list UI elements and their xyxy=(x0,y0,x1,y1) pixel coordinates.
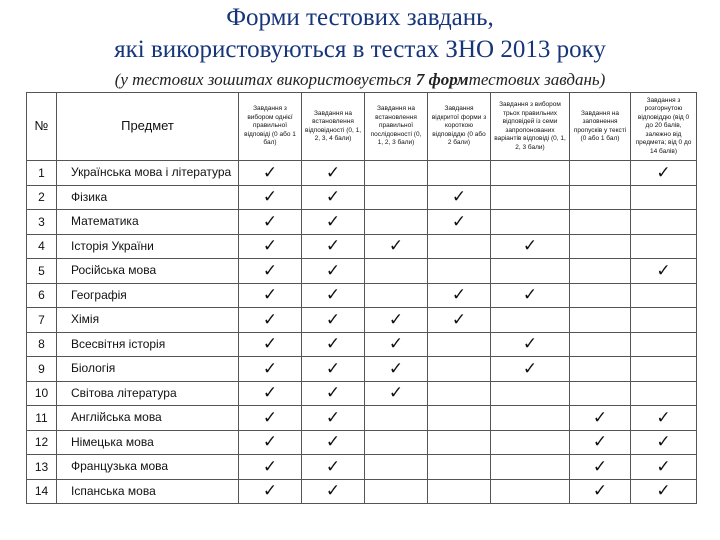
header-form-7: Завдання з розгорнутою відповіддю (від 0 до 20 балів, залежно від предмета; від 0 до 14 балів) xyxy=(631,93,697,161)
form-6-cell xyxy=(570,259,631,284)
form-1-cell xyxy=(239,210,302,235)
table-row xyxy=(27,259,697,284)
checkmark-icon: ✓ xyxy=(451,187,467,207)
form-4-cell xyxy=(428,185,491,210)
form-6-cell xyxy=(570,210,631,235)
row-number: 10 xyxy=(27,381,57,406)
row-number: 2 xyxy=(27,185,57,210)
header-form-4: Завдання відкритої форми з короткою відповіддю (0 або 2 бали) xyxy=(428,93,491,161)
checkmark-icon: ✓ xyxy=(262,456,278,476)
form-1-cell xyxy=(239,332,302,357)
checkmark-icon: ✓ xyxy=(522,236,538,256)
checkmark-icon: ✓ xyxy=(325,260,341,280)
page-title-line1: Форми тестових завдань, xyxy=(226,4,494,31)
header-form-3: Завдання на встановлення правильної послідовності (0, 1, 2, 3 бали) xyxy=(365,93,428,161)
header-form-5: Завдання з вибором трьох правильних відповідей із семи запропонованих варіантів відповіді (0, 1, 2, 3 бали) xyxy=(491,93,570,161)
form-6-cell xyxy=(570,381,631,406)
form-1-cell xyxy=(239,381,302,406)
checkmark-icon: ✓ xyxy=(262,407,278,427)
checkmark-icon: ✓ xyxy=(451,309,467,329)
form-7-cell xyxy=(631,234,697,259)
form-6-cell xyxy=(570,234,631,259)
table-row xyxy=(27,381,697,406)
table-row xyxy=(27,406,697,431)
row-number: 7 xyxy=(27,308,57,333)
checkmark-icon: ✓ xyxy=(592,432,608,452)
form-5-cell xyxy=(491,161,570,186)
form-4-cell xyxy=(428,357,491,382)
form-2-cell xyxy=(302,381,365,406)
form-3-cell xyxy=(365,430,428,455)
form-5-cell xyxy=(491,357,570,382)
form-4-cell xyxy=(428,259,491,284)
row-subject: Фізика xyxy=(57,185,239,210)
checkmark-icon: ✓ xyxy=(388,236,404,256)
form-1-cell xyxy=(239,455,302,480)
table-row xyxy=(27,479,697,504)
form-3-cell xyxy=(365,210,428,235)
checkmark-icon: ✓ xyxy=(592,456,608,476)
header-form-6: Завдання на заповнення пропусків у тексті (0 або 1 бал) xyxy=(570,93,631,161)
form-7-cell xyxy=(631,185,697,210)
row-subject: Математика xyxy=(57,210,239,235)
form-4-cell xyxy=(428,308,491,333)
form-3-cell xyxy=(365,283,428,308)
subtitle-part-a: (у тестових зошитах використовується xyxy=(114,70,416,89)
form-3-cell xyxy=(365,259,428,284)
checkmark-icon: ✓ xyxy=(656,481,671,501)
form-3-cell xyxy=(365,308,428,333)
checkmark-icon: ✓ xyxy=(325,358,341,378)
form-4-cell xyxy=(428,455,491,480)
form-5-cell xyxy=(491,381,570,406)
form-3-cell xyxy=(365,455,428,480)
checkmark-icon: ✓ xyxy=(325,481,341,501)
header-form-2: Завдання на встановлення відповідності (0, 1, 2, 3, 4 бали) xyxy=(302,93,365,161)
table-row xyxy=(27,455,697,480)
page-subtitle xyxy=(0,70,720,90)
form-1-cell xyxy=(239,479,302,504)
checkmark-icon: ✓ xyxy=(325,334,341,354)
form-3-cell xyxy=(365,234,428,259)
row-subject: Іспанська мова xyxy=(57,479,239,504)
form-5-cell xyxy=(491,234,570,259)
row-number: 13 xyxy=(27,455,57,480)
form-4-cell xyxy=(428,283,491,308)
checkmark-icon: ✓ xyxy=(325,432,341,452)
checkmark-icon: ✓ xyxy=(325,285,341,305)
row-number: 3 xyxy=(27,210,57,235)
checkmark-icon: ✓ xyxy=(656,162,671,182)
form-6-cell xyxy=(570,479,631,504)
form-5-cell xyxy=(491,430,570,455)
checkmark-icon: ✓ xyxy=(262,481,278,501)
form-2-cell xyxy=(302,210,365,235)
checkmark-icon: ✓ xyxy=(262,285,278,305)
checkmark-icon: ✓ xyxy=(325,211,341,231)
form-3-cell xyxy=(365,479,428,504)
form-6-cell xyxy=(570,455,631,480)
header-form-1: Завдання з вибором однієї правильної відповіді (0 або 1 бал) xyxy=(239,93,302,161)
form-2-cell xyxy=(302,234,365,259)
checkmark-icon: ✓ xyxy=(522,358,538,378)
checkmark-icon: ✓ xyxy=(592,481,608,501)
form-7-cell xyxy=(631,210,697,235)
form-3-cell xyxy=(365,185,428,210)
form-4-cell xyxy=(428,479,491,504)
checkmark-icon: ✓ xyxy=(262,187,278,207)
checkmark-icon: ✓ xyxy=(262,236,278,256)
form-5-cell xyxy=(491,283,570,308)
row-subject: Всесвітня історія xyxy=(57,332,239,357)
header-number: № xyxy=(27,93,57,161)
table-row xyxy=(27,234,697,259)
checkmark-icon: ✓ xyxy=(451,211,467,231)
form-7-cell xyxy=(631,332,697,357)
form-2-cell xyxy=(302,332,365,357)
row-subject: Географія xyxy=(57,283,239,308)
subtitle-part-c: тестових завдань) xyxy=(468,70,606,89)
table-row xyxy=(27,210,697,235)
checkmark-icon: ✓ xyxy=(325,187,341,207)
table-body xyxy=(27,161,697,504)
table-row xyxy=(27,332,697,357)
form-7-cell xyxy=(631,357,697,382)
page-title-line2: які використовуються в тестах ЗНО 2013 року xyxy=(114,36,606,63)
checkmark-icon: ✓ xyxy=(388,309,404,329)
form-6-cell xyxy=(570,185,631,210)
row-subject: Історія України xyxy=(57,234,239,259)
table-row xyxy=(27,430,697,455)
form-1-cell xyxy=(239,406,302,431)
form-6-cell xyxy=(570,430,631,455)
row-subject: Англійська мова xyxy=(57,406,239,431)
checkmark-icon: ✓ xyxy=(451,285,467,305)
row-number: 9 xyxy=(27,357,57,382)
checkmark-icon: ✓ xyxy=(388,334,404,354)
form-5-cell xyxy=(491,185,570,210)
form-6-cell xyxy=(570,308,631,333)
task-forms-table xyxy=(26,92,697,504)
form-1-cell xyxy=(239,234,302,259)
row-number: 8 xyxy=(27,332,57,357)
form-6-cell xyxy=(570,283,631,308)
form-5-cell xyxy=(491,406,570,431)
form-4-cell xyxy=(428,234,491,259)
form-1-cell xyxy=(239,259,302,284)
form-7-cell xyxy=(631,406,697,431)
form-5-cell xyxy=(491,259,570,284)
table-row xyxy=(27,161,697,186)
checkmark-icon: ✓ xyxy=(656,407,671,427)
form-2-cell xyxy=(302,357,365,382)
form-7-cell xyxy=(631,479,697,504)
form-2-cell xyxy=(302,185,365,210)
checkmark-icon: ✓ xyxy=(262,260,278,280)
form-3-cell xyxy=(365,161,428,186)
checkmark-icon: ✓ xyxy=(262,211,278,231)
checkmark-icon: ✓ xyxy=(325,456,341,476)
form-3-cell xyxy=(365,357,428,382)
form-4-cell xyxy=(428,332,491,357)
row-subject: Французька мова xyxy=(57,455,239,480)
subtitle-part-b: 7 форм xyxy=(415,70,469,89)
row-subject: Біологія xyxy=(57,357,239,382)
form-1-cell xyxy=(239,357,302,382)
checkmark-icon: ✓ xyxy=(325,162,341,182)
form-6-cell xyxy=(570,357,631,382)
table-row xyxy=(27,185,697,210)
table-row xyxy=(27,308,697,333)
checkmark-icon: ✓ xyxy=(522,334,538,354)
form-3-cell xyxy=(365,406,428,431)
header-subject: Предмет xyxy=(57,93,239,161)
form-7-cell xyxy=(631,283,697,308)
table-row xyxy=(27,357,697,382)
checkmark-icon: ✓ xyxy=(592,407,608,427)
form-1-cell xyxy=(239,283,302,308)
form-7-cell xyxy=(631,259,697,284)
form-5-cell xyxy=(491,210,570,235)
form-2-cell xyxy=(302,161,365,186)
form-6-cell xyxy=(570,406,631,431)
form-4-cell xyxy=(428,210,491,235)
row-subject: Світова література xyxy=(57,381,239,406)
checkmark-icon: ✓ xyxy=(656,456,671,476)
form-7-cell xyxy=(631,381,697,406)
row-subject: Німецька мова xyxy=(57,430,239,455)
checkmark-icon: ✓ xyxy=(262,334,278,354)
form-7-cell xyxy=(631,430,697,455)
checkmark-icon: ✓ xyxy=(388,383,404,403)
checkmark-icon: ✓ xyxy=(656,260,671,280)
form-1-cell xyxy=(239,308,302,333)
checkmark-icon: ✓ xyxy=(262,162,278,182)
row-number: 11 xyxy=(27,406,57,431)
form-2-cell xyxy=(302,259,365,284)
row-subject: Українська мова і література xyxy=(57,161,239,186)
form-2-cell xyxy=(302,308,365,333)
checkmark-icon: ✓ xyxy=(325,383,341,403)
row-number: 14 xyxy=(27,479,57,504)
form-1-cell xyxy=(239,161,302,186)
row-number: 6 xyxy=(27,283,57,308)
row-subject: Хімія xyxy=(57,308,239,333)
form-6-cell xyxy=(570,161,631,186)
form-6-cell xyxy=(570,332,631,357)
form-4-cell xyxy=(428,161,491,186)
form-2-cell xyxy=(302,283,365,308)
checkmark-icon: ✓ xyxy=(325,407,341,427)
form-4-cell xyxy=(428,381,491,406)
form-7-cell xyxy=(631,308,697,333)
table-header-row xyxy=(27,93,697,161)
form-5-cell xyxy=(491,455,570,480)
row-number: 12 xyxy=(27,430,57,455)
checkmark-icon: ✓ xyxy=(262,309,278,329)
form-2-cell xyxy=(302,430,365,455)
form-1-cell xyxy=(239,430,302,455)
row-number: 4 xyxy=(27,234,57,259)
form-5-cell xyxy=(491,332,570,357)
checkmark-icon: ✓ xyxy=(325,309,341,329)
form-5-cell xyxy=(491,479,570,504)
checkmark-icon: ✓ xyxy=(262,383,278,403)
form-2-cell xyxy=(302,455,365,480)
row-number: 1 xyxy=(27,161,57,186)
form-1-cell xyxy=(239,185,302,210)
checkmark-icon: ✓ xyxy=(262,432,278,452)
form-7-cell xyxy=(631,161,697,186)
form-2-cell xyxy=(302,479,365,504)
checkmark-icon: ✓ xyxy=(388,358,404,378)
form-7-cell xyxy=(631,455,697,480)
form-4-cell xyxy=(428,406,491,431)
form-3-cell xyxy=(365,381,428,406)
row-number: 5 xyxy=(27,259,57,284)
form-2-cell xyxy=(302,406,365,431)
checkmark-icon: ✓ xyxy=(325,236,341,256)
form-4-cell xyxy=(428,430,491,455)
checkmark-icon: ✓ xyxy=(656,432,671,452)
checkmark-icon: ✓ xyxy=(262,358,278,378)
form-5-cell xyxy=(491,308,570,333)
checkmark-icon: ✓ xyxy=(522,285,538,305)
form-3-cell xyxy=(365,332,428,357)
table-row xyxy=(27,283,697,308)
row-subject: Російська мова xyxy=(57,259,239,284)
